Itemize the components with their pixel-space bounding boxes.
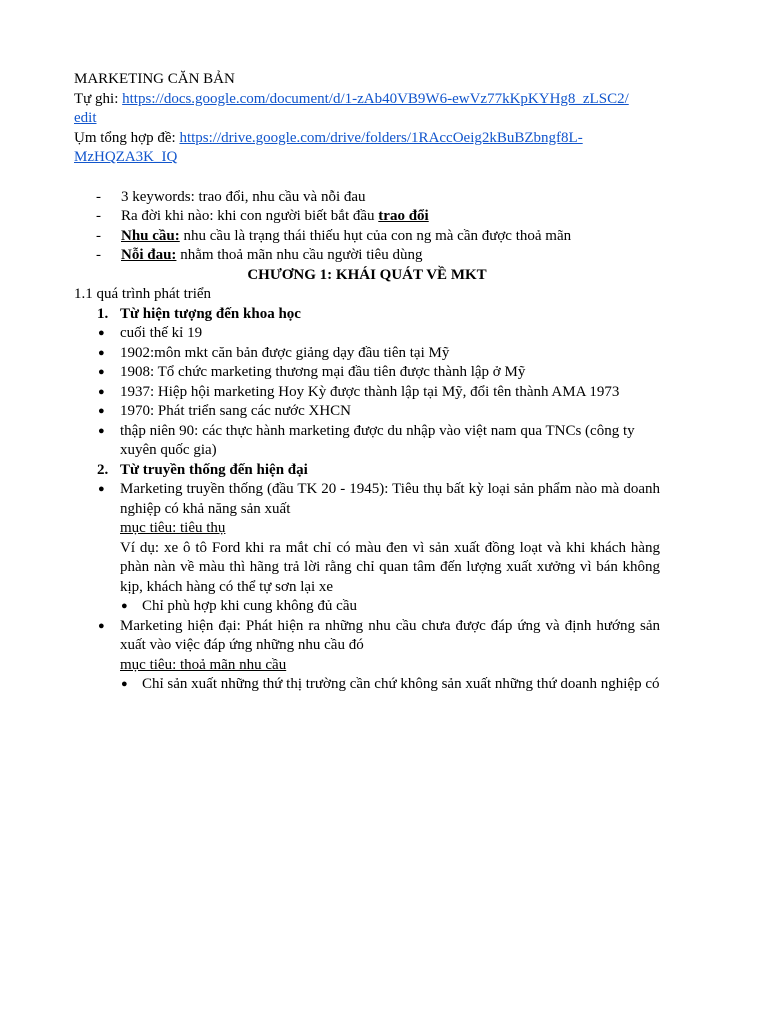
dash-marker: - [96, 188, 101, 205]
sub-list-item [74, 675, 660, 695]
document-body [74, 70, 660, 695]
dash-marker: - [96, 208, 101, 224]
list-item-text: 1902:môn mkt căn bản được giảng dạy đầu tiên tại Mỹ [120, 344, 450, 361]
section-heading: 1.1 quá trình phát triển [74, 286, 212, 302]
bullet-icon: ● [98, 483, 105, 495]
sub-list-item-text: Chỉ phù hợp khi cung không đủ cầu [142, 598, 357, 614]
list-item [74, 402, 660, 422]
dash-item-term: Nỗi đau: [121, 247, 177, 263]
sub-list-item-text: Chỉ sản xuất những thứ thị trường cần chứ không sản xuất những thứ doanh nghiệp có [142, 676, 660, 692]
sub-list-item [74, 597, 660, 617]
dash-item-text: 3 keywords: trao đổi, nhu cầu và nỗi đau [121, 188, 366, 205]
spacer [74, 168, 660, 188]
list-item [74, 422, 660, 461]
dash-item-term: Nhu cầu: [121, 227, 180, 244]
chapter-heading: CHƯƠNG 1: KHÁI QUÁT VỀ MKT [247, 266, 487, 283]
dash-item-need [74, 227, 660, 247]
notes-line-cont [74, 109, 660, 129]
goal-text: mục tiêu: tiêu thụ [120, 520, 226, 536]
bullet-icon: ● [98, 385, 105, 398]
notes-line [74, 90, 660, 110]
dash-item-text: nhằm thoả mãn nhu cầu người tiêu dùng [176, 247, 423, 263]
list-item-text: cuối thế kỉ 19 [120, 325, 203, 341]
list-number: 1. [97, 305, 109, 322]
bullet-icon: ● [98, 346, 105, 359]
exams-link-cont[interactable]: MzHQZA3K_IQ [74, 149, 178, 165]
numbered-heading-1 [74, 305, 660, 325]
bullet-icon: ● [98, 366, 105, 378]
notes-link[interactable]: https://docs.google.com/document/d/1-zAb40VB9W6-ewVz77kKpKYHg8_zLSC2/ [122, 90, 629, 107]
bullet-icon: ● [98, 405, 105, 417]
dash-item-text: nhu cầu là trạng thái thiếu hụt của con ng mà cần được thoả mãn [179, 227, 572, 244]
list-item [74, 324, 660, 344]
notes-label: Tự ghi: [74, 90, 123, 107]
dash-item-text: Ra đời khi nào: khi con người biết bắt đầu [121, 208, 379, 224]
goal-text: mục tiêu: thoả mãn nhu cầu [120, 656, 287, 673]
dash-item-keywords [74, 188, 660, 208]
bullet-icon: ● [121, 600, 128, 612]
list-item [74, 383, 660, 403]
bullet-icon: ● [98, 619, 105, 632]
list-item-text: Marketing truyền thống (đầu TK 20 - 1945): Tiêu thụ bất kỳ loại sản phẩm nào mà doanh nghiệp có khả năng sản xuất [120, 481, 660, 517]
list-number: 2. [97, 461, 109, 478]
dash-item-origin [74, 207, 660, 227]
list-item-modern [74, 617, 660, 656]
goal-line [74, 656, 660, 676]
bullet-icon: ● [98, 424, 105, 437]
list-item-text: 1908: Tổ chức marketing thương mại đầu tiên được thành lập ở Mỹ [120, 364, 526, 380]
doc-title: MARKETING CĂN BẢN [74, 71, 235, 87]
numbered-heading-text: Từ hiện tượng đến khoa học [120, 305, 301, 322]
dash-marker: - [96, 227, 101, 244]
dash-item-emphasis: trao đổi [378, 208, 429, 224]
list-item-traditional [74, 480, 660, 519]
exams-label: Ụm tổng hợp đề: [74, 129, 180, 146]
list-item-text: thập niên 90: các thực hành marketing được du nhập vào việt nam qua TNCs (công ty xuyên quốc gia) [120, 422, 635, 458]
goal-line [74, 519, 660, 539]
list-item [74, 344, 660, 364]
example-paragraph: Ví dụ: xe ô tô Ford khi ra mắt chỉ có màu đen vì sản xuất đồng loạt và khi khách hàng phàn nàn về màu thì hãng trả lời rằng chỉ quan tâm đến lượng xuất xưởng vì bán không kịp, khách hàng có thể tự sơn lại xe [120, 539, 660, 595]
list-item-text: 1937: Hiệp hội marketing Hoy Kỳ được thành lập tại Mỹ, đổi tên thành AMA 1973 [120, 383, 620, 400]
numbered-heading-text: Từ truyền thống đến hiện đại [120, 461, 308, 478]
dash-item-pain [74, 246, 660, 266]
notes-link-cont[interactable]: edit [74, 110, 97, 126]
dash-marker: - [96, 247, 101, 263]
list-item [74, 363, 660, 383]
exams-line-cont [74, 148, 660, 168]
numbered-heading-2 [74, 461, 660, 481]
bullet-icon: ● [121, 678, 128, 690]
exams-line [74, 129, 660, 149]
list-item-text: Marketing hiện đại: Phát hiện ra những nhu cầu chưa được đáp ứng và định hướng sản xuất vào việc đáp ứng những nhu cầu đó [120, 617, 660, 653]
list-item-text: 1970: Phát triển sang các nước XHCN [120, 403, 352, 419]
exams-link[interactable]: https://drive.google.com/drive/folders/1RAccOeig2kBuBZbngf8L- [179, 129, 583, 146]
bullet-icon: ● [98, 327, 105, 339]
